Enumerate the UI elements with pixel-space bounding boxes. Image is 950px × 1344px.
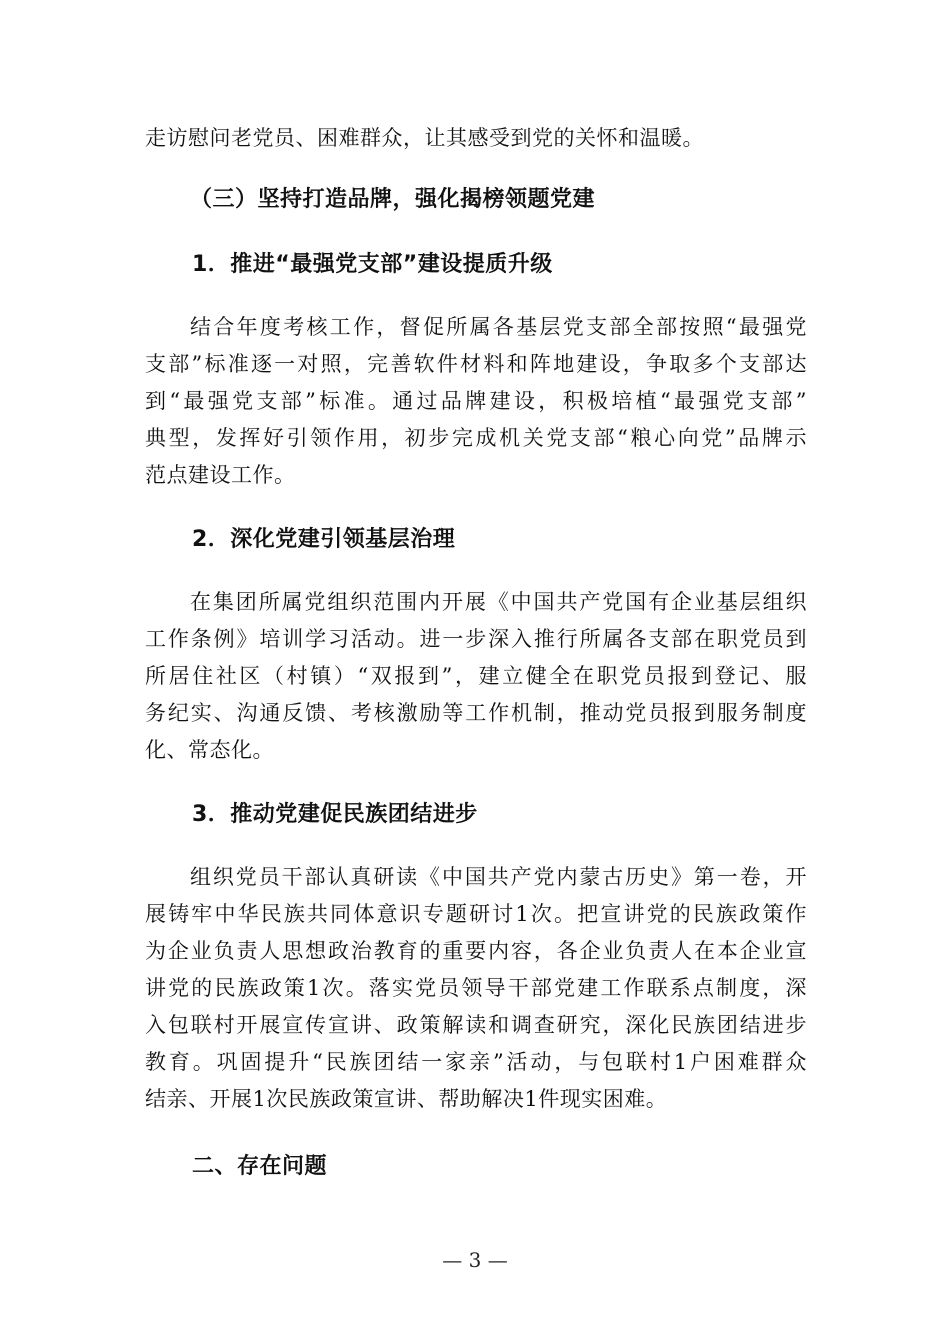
subsection-heading: 3．推动党建促民族团结进步 [192,802,478,827]
paragraph-line: 展铸牢中华民族共同体意识专题研讨1次。把宣讲党的民族政策作 [145,902,807,926]
paragraph-line: 工作条例》培训学习活动。进一步深入推行所属各支部在职党员到 [145,627,807,651]
section-heading: （三）坚持打造品牌，强化揭榜领题党建 [190,187,596,212]
paragraph-line: 结合年度考核工作，督促所属各基层党支部全部按照“最强党 [190,315,807,339]
paragraph-line: 典型，发挥好引领作用，初步完成机关党支部“粮心向党”品牌示 [145,426,807,450]
paragraph-line: 讲党的民族政策1次。落实党员领导干部党建工作联系点制度，深 [145,976,807,1000]
paragraph-line: 务纪实、沟通反馈、考核激励等工作机制，推动党员报到服务制度 [145,701,807,725]
section-heading: 二、存在问题 [192,1154,328,1179]
subsection-heading: 2．深化党建引领基层治理 [192,527,456,552]
paragraph-line: 化、常态化。 [145,738,274,762]
paragraph-line: 到“最强党支部”标准。通过品牌建设，积极培植“最强党支部” [145,389,807,413]
paragraph-line: 为企业负责人思想政治教育的重要内容，各企业负责人在本企业宣 [145,939,807,963]
paragraph-line: 范点建设工作。 [145,463,296,487]
subsection-heading: 1．推进“最强党支部”建设提质升级 [192,252,553,277]
paragraph-line: 在集团所属党组织范围内开展《中国共产党国有企业基层组织 [190,590,807,614]
paragraph-line: 走访慰问老党员、困难群众，让其感受到党的关怀和温暖。 [145,126,704,150]
paragraph-line: 教育。巩固提升“民族团结一家亲”活动，与包联村1户困难群众 [145,1050,807,1074]
paragraph-line: 支部”标准逐一对照，完善软件材料和阵地建设，争取多个支部达 [145,352,807,376]
page-number: — 3 — [442,1248,508,1272]
paragraph-line: 所居住社区（村镇）“双报到”，建立健全在职党员报到登记、服 [145,664,807,688]
paragraph-line: 结亲、开展1次民族政策宣讲、帮助解决1件现实困难。 [145,1087,668,1111]
paragraph-line: 组织党员干部认真研读《中国共产党内蒙古历史》第一卷，开 [190,865,807,889]
paragraph-line: 入包联村开展宣传宣讲、政策解读和调查研究，深化民族团结进步 [145,1013,807,1037]
